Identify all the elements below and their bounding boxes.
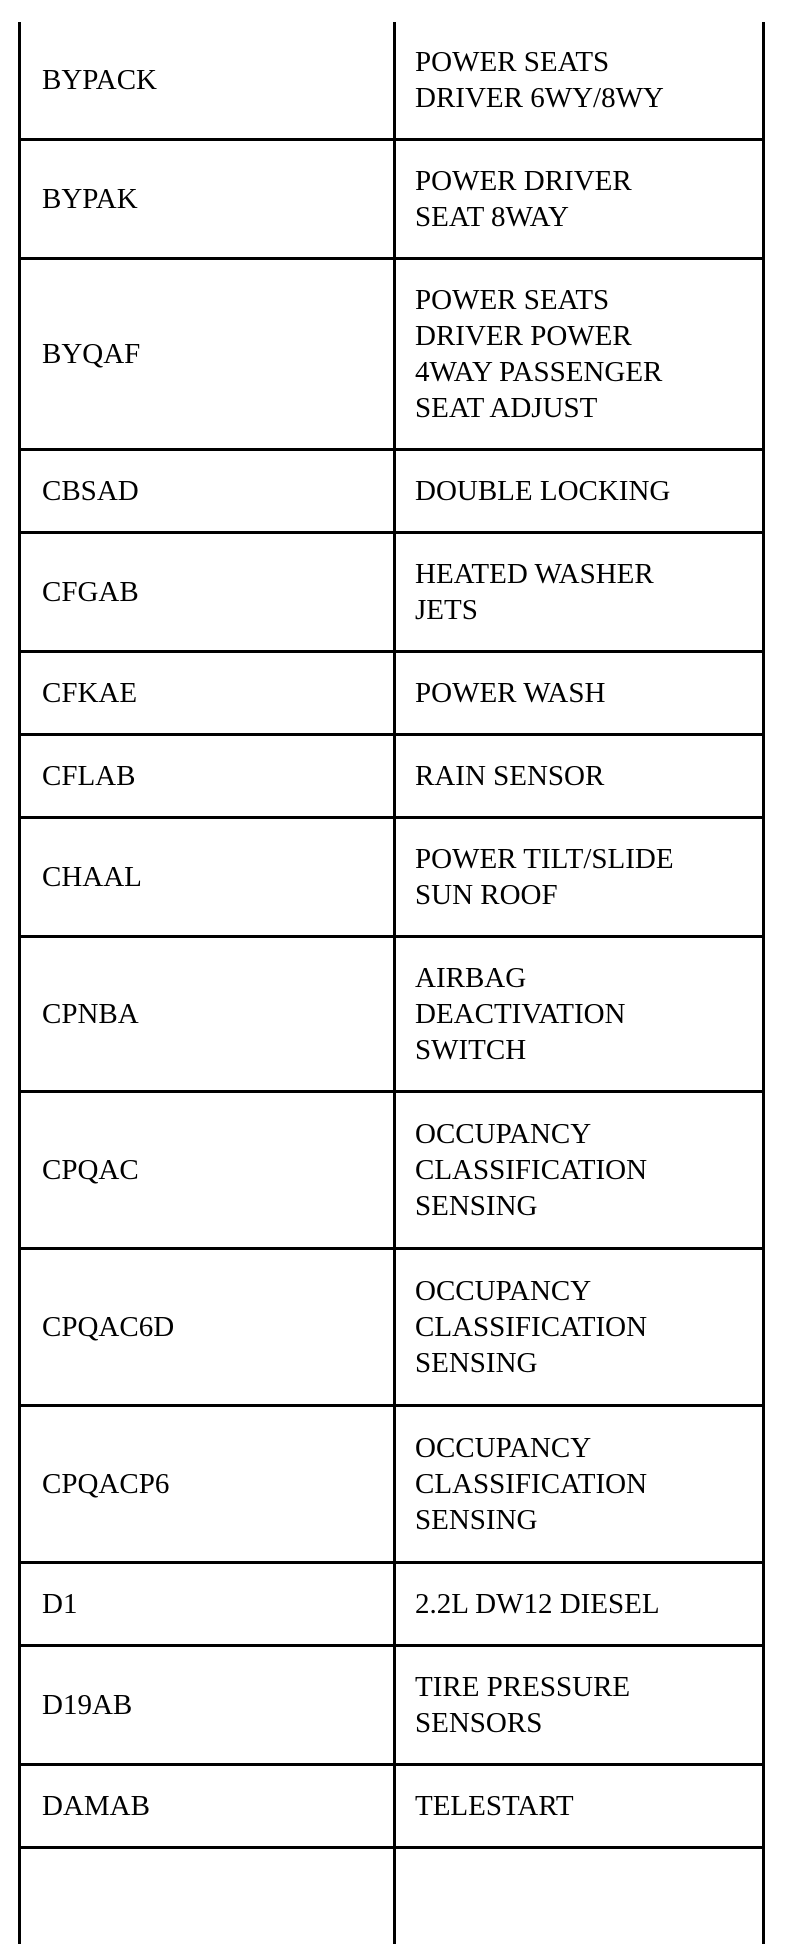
option-code: CPQACP6 (42, 1468, 170, 1500)
option-code: BYPACK (42, 64, 157, 96)
table-row (18, 736, 765, 819)
table-row (18, 1766, 765, 1849)
option-code: CPNBA (42, 998, 139, 1030)
option-description: HEATED WASHER JETS (415, 558, 654, 626)
option-description: POWER TILT/SLIDE SUN ROOF (415, 843, 674, 911)
option-description: OCCUPANCY CLASSIFICATION SENSING (415, 1432, 648, 1536)
table-row (18, 1647, 765, 1766)
option-code-table (18, 22, 765, 1909)
empty-table-row (18, 1849, 765, 1909)
option-code: BYQAF (42, 338, 141, 370)
option-code: CHAAL (42, 861, 142, 893)
option-description: AIRBAG DEACTIVATION SWITCH (415, 962, 626, 1066)
option-code: CPQAC6D (42, 1311, 175, 1343)
option-code: DAMAB (42, 1790, 150, 1822)
option-description: OCCUPANCY CLASSIFICATION SENSING (415, 1275, 648, 1379)
table-row (18, 653, 765, 736)
option-description: DOUBLE LOCKING (415, 475, 671, 507)
option-description: RAIN SENSOR (415, 760, 605, 792)
table-row (18, 1564, 765, 1647)
table-row (18, 1093, 765, 1250)
option-code: CBSAD (42, 475, 139, 507)
option-code: CFGAB (42, 576, 139, 608)
option-code: CPQAC (42, 1154, 139, 1186)
table-row (18, 451, 765, 534)
option-description: POWER SEATS DRIVER POWER 4WAY PASSENGER SEAT ADJUST (415, 284, 663, 424)
option-description: POWER WASH (415, 677, 606, 709)
option-code: D1 (42, 1588, 78, 1620)
table-row (18, 938, 765, 1093)
option-code: BYPAK (42, 183, 138, 215)
option-description: TIRE PRESSURE SENSORS (415, 1671, 631, 1739)
option-description: OCCUPANCY CLASSIFICATION SENSING (415, 1118, 648, 1222)
table-row (18, 1407, 765, 1564)
table-row (18, 534, 765, 653)
option-code: CFKAE (42, 677, 138, 709)
option-description: 2.2L DW12 DIESEL (415, 1588, 660, 1620)
table-row (18, 22, 765, 141)
table-row (18, 260, 765, 451)
table-row (18, 141, 765, 260)
table-row (18, 1250, 765, 1407)
table-row (18, 819, 765, 938)
option-description: TELESTART (415, 1790, 574, 1822)
option-description: POWER DRIVER SEAT 8WAY (415, 165, 632, 233)
option-description: POWER SEATS DRIVER 6WY/8WY (415, 46, 664, 114)
option-code: CFLAB (42, 760, 136, 792)
option-code: D19AB (42, 1689, 133, 1721)
